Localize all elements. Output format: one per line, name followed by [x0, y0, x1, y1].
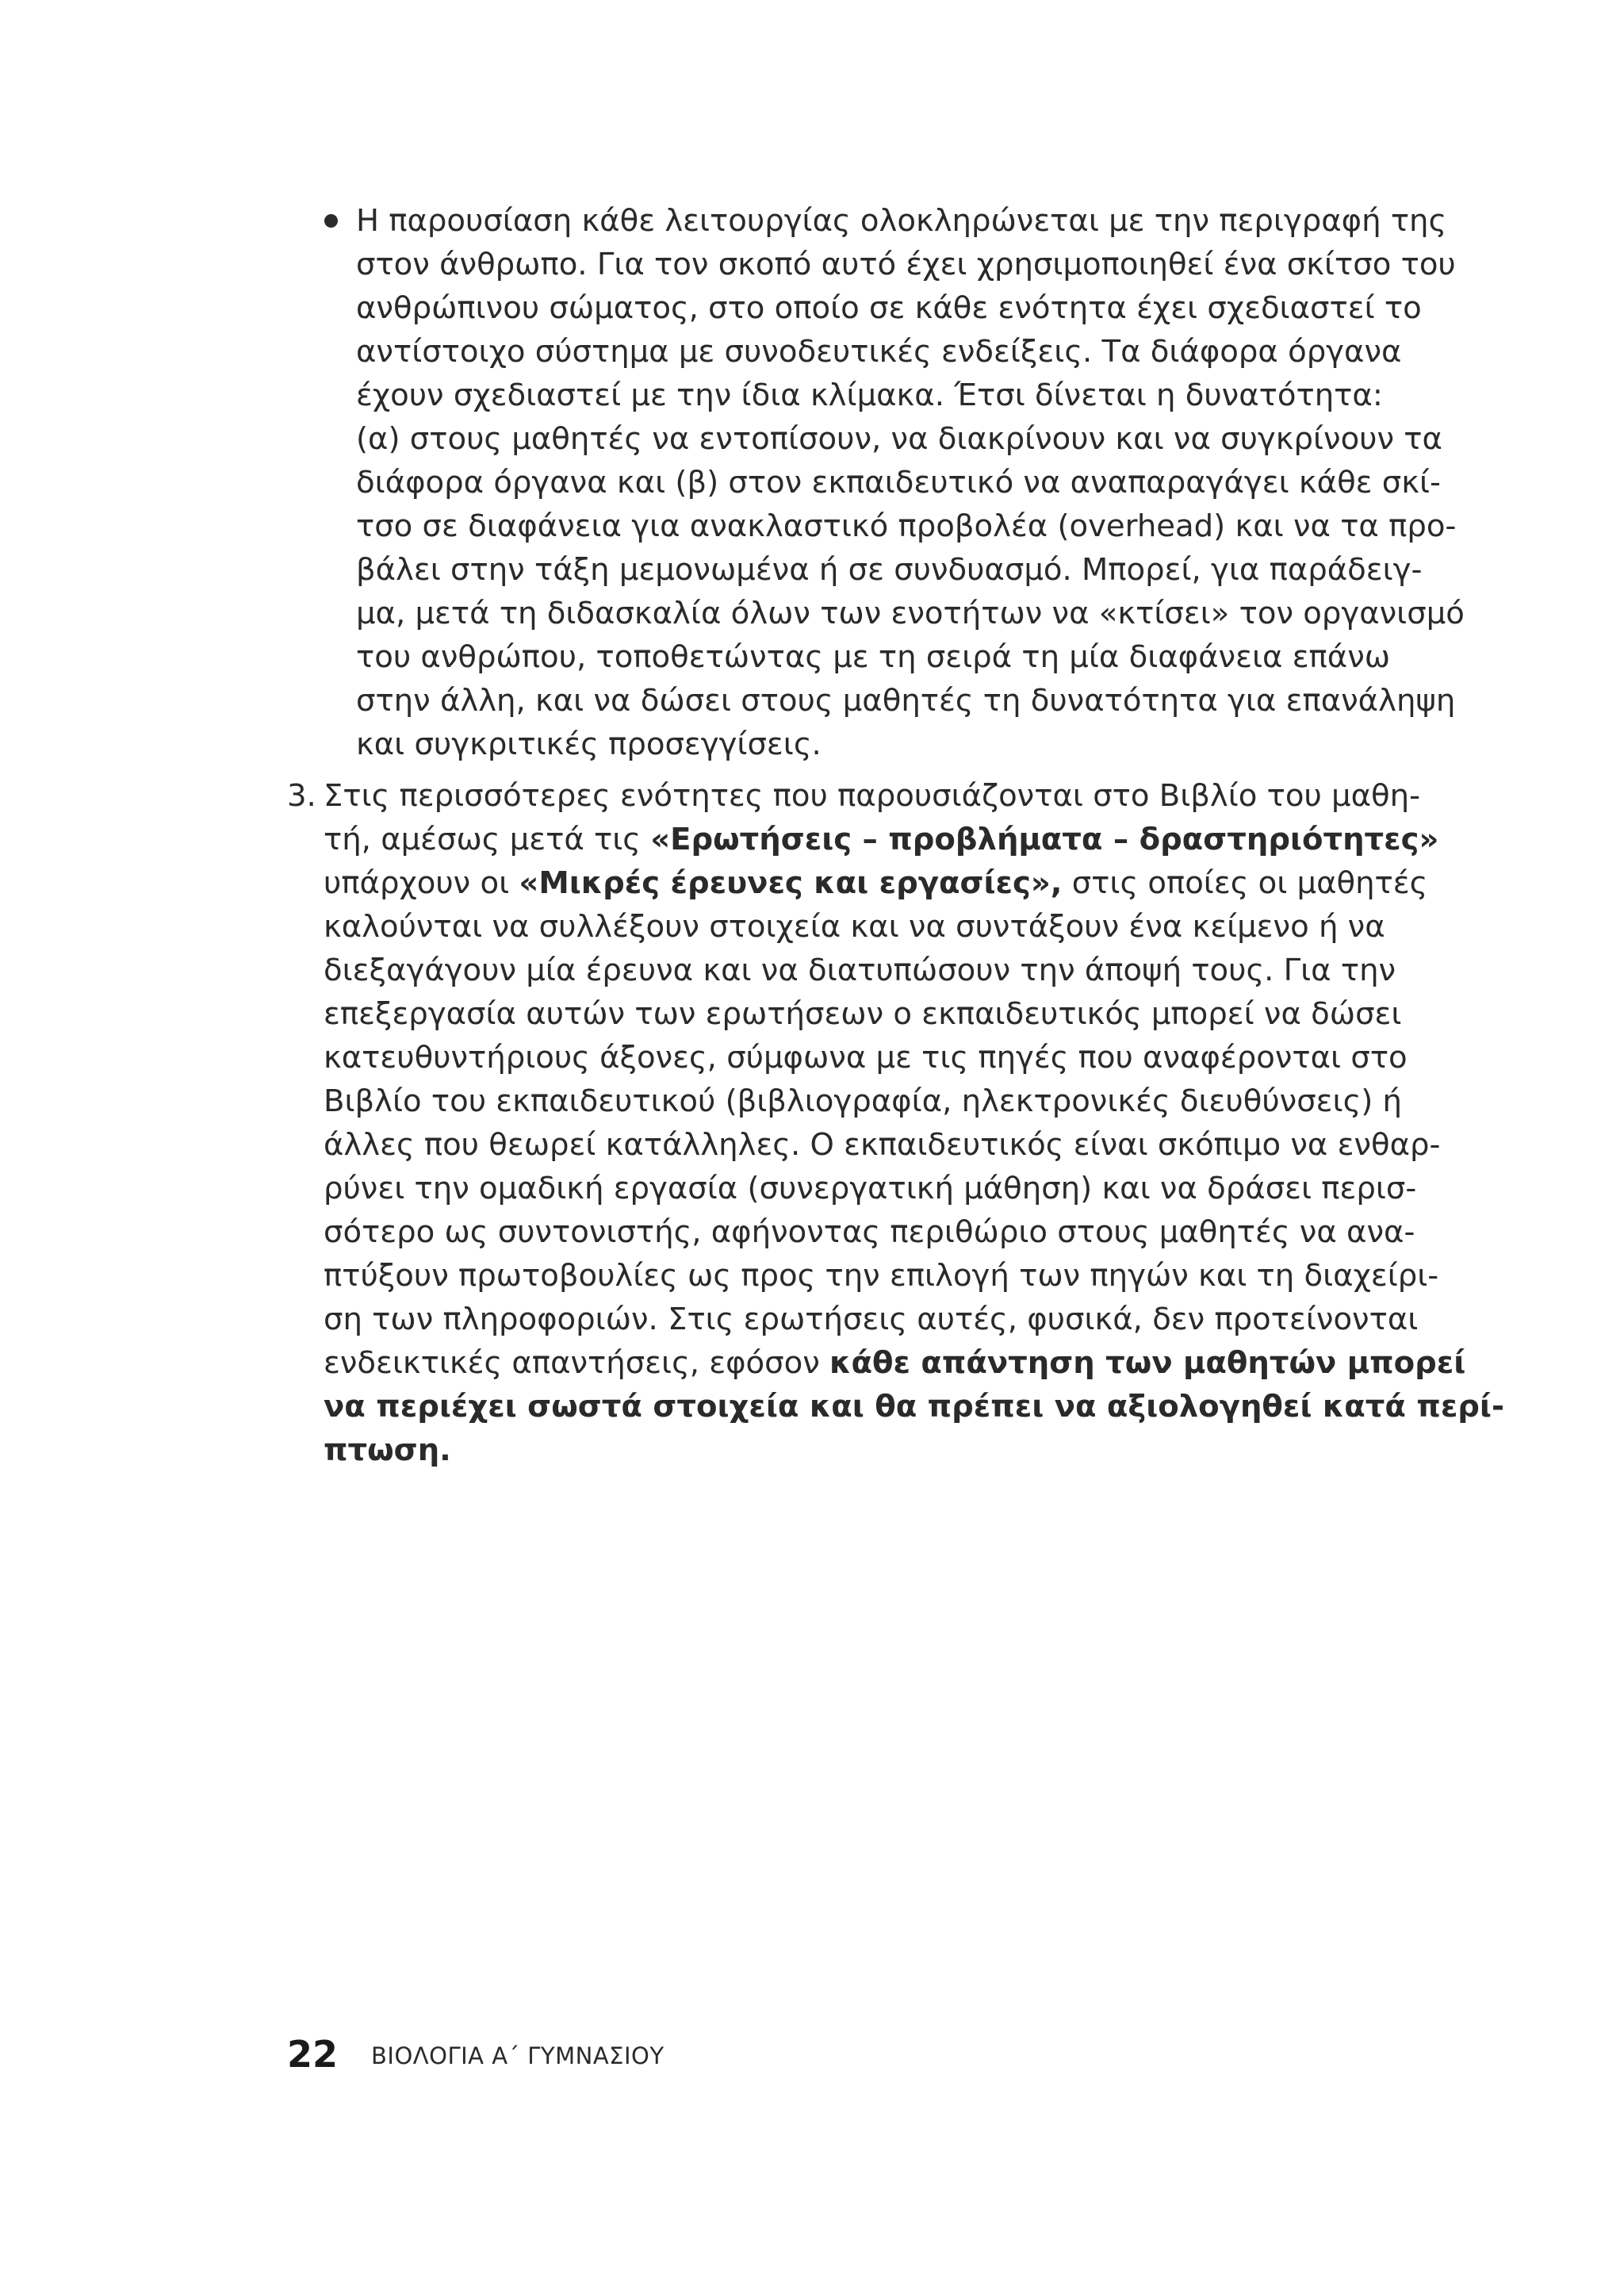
bullet-line-11: του ανθρώπου, τοποθετώντας με τη σειρά τη μία διαφάνεια επάνω: [356, 639, 1391, 675]
item-number: 3.: [287, 778, 316, 814]
item-line-4: καλούνται να συλλέξουν στοιχεία και να συντάξουν ένα κείμενο ή να: [324, 909, 1385, 945]
item-line-2: [324, 821, 1438, 859]
item-line-7: κατευθυντήριους άξονες, σύμφωνα με τις πηγές που αναφέρονται στο: [324, 1040, 1408, 1076]
item-line-16: πτωση.: [324, 1432, 451, 1468]
item-line-5: διεξαγάγουν μία έρευνα και να διατυπώσουν την άποψή τους. Για την: [324, 953, 1396, 988]
item-line-12: πτύξουν πρωτοβουλίες ως προς την επιλογή των πηγών και τη διαχείρι-: [324, 1258, 1439, 1294]
bullet-line-2: στον άνθρωπο. Για τον σκοπό αυτό έχει χρησιμοποιηθεί ένα σκίτσο του: [356, 247, 1456, 282]
bullet-line-4: αντίστοιχο σύστημα με συνοδευτικές ενδείξεις. Τα διάφορα όργανα: [356, 334, 1402, 370]
item-line-13: ση των πληροφοριών. Στις ερωτήσεις αυτές, φυσικά, δεν προτείνονται: [324, 1302, 1419, 1337]
bullet-line-7: διάφορα όργανα και (β) στον εκπαιδευτικό να αναπαραγάγει κάθε σκί-: [356, 465, 1441, 500]
item-line-3-text-end: στις οποίες οι μαθητές: [1062, 865, 1428, 901]
bullet-line-5: έχουν σχεδιαστεί με την ίδια κλίμακα. Έτσι δίνεται η δυνατότητα:: [356, 378, 1383, 413]
bullet-line-8: τσο σε διαφάνεια για ανακλαστικό προβολέα (overhead) και να τα προ-: [356, 508, 1457, 544]
item-line-15: να περιέχει σωστά στοιχεία και θα πρέπει να αξιολογηθεί κατά περί-: [324, 1389, 1504, 1424]
item-line-3-text: υπάρχουν οι: [324, 865, 519, 901]
bullet-line-3: ανθρώπινου σώματος, στο οποίο σε κάθε ενότητα έχει σχεδιαστεί το: [356, 290, 1422, 326]
running-title: ΒΙΟΛΟΓΙΑ Α΄ ΓΥΜΝΑΣΙΟΥ: [371, 2042, 665, 2069]
bullet-line-9: βάλει στην τάξη μεμονωμένα ή σε συνδυασμό. Μπορεί, για παράδειγ-: [356, 552, 1423, 588]
item-line-3-bold: «Μικρές έρευνες και εργασίες»,: [519, 865, 1063, 901]
bullet-line-6: (α) στους μαθητές να εντοπίσουν, να διακρίνουν και να συγκρίνουν τα: [356, 421, 1442, 457]
item-line-10: ρύνει την ομαδική εργασία (συνεργατική μάθηση) και να δράσει περισ-: [324, 1171, 1417, 1206]
item-line-11: σότερο ως συντονιστής, αφήνοντας περιθώριο στους μαθητές να ανα-: [324, 1214, 1415, 1250]
bullet-line-10: μα, μετά τη διδασκαλία όλων των ενοτήτων να «κτίσει» τον οργανισμό: [356, 596, 1465, 631]
item-line-14: [324, 1344, 1465, 1382]
bullet-line-12: στην άλλη, και να δώσει στους μαθητές τη δυνατότητα για επανάληψη: [356, 683, 1456, 719]
bullet-line-13: και συγκριτικές προσεγγίσεις.: [356, 727, 822, 762]
item-line-8: Βιβλίο του εκπαιδευτικού (βιβλιογραφία, ηλεκτρονικές διευθύνσεις) ή: [324, 1083, 1402, 1119]
item-line-6: επεξεργασία αυτών των ερωτήσεων ο εκπαιδευτικός μπορεί να δώσει: [324, 996, 1402, 1032]
item-line-1: Στις περισσότερες ενότητες που παρουσιάζονται στο Βιβλίο του μαθη-: [324, 778, 1420, 814]
bullet-line-1: Η παρουσίαση κάθε λειτουργίας ολοκληρώνεται με την περιγραφή της: [356, 203, 1447, 239]
item-line-9: άλλες που θεωρεί κατάλληλες. Ο εκπαιδευτικός είναι σκόπιμο να ενθαρ-: [324, 1127, 1441, 1163]
item-line-3: [324, 865, 1427, 903]
item-line-14-text: ενδεικτικές απαντήσεις, εφόσον: [324, 1345, 830, 1381]
item-line-2-bold: «Ερωτήσεις – προβλήματα – δραστηριότητες»: [650, 822, 1439, 857]
page-number: 22: [287, 2033, 339, 2076]
item-line-14-bold: κάθε απάντηση των μαθητών μπορεί: [829, 1345, 1466, 1381]
bullet-icon: [324, 214, 338, 228]
item-line-2-text: τή, αμέσως μετά τις: [324, 822, 651, 857]
